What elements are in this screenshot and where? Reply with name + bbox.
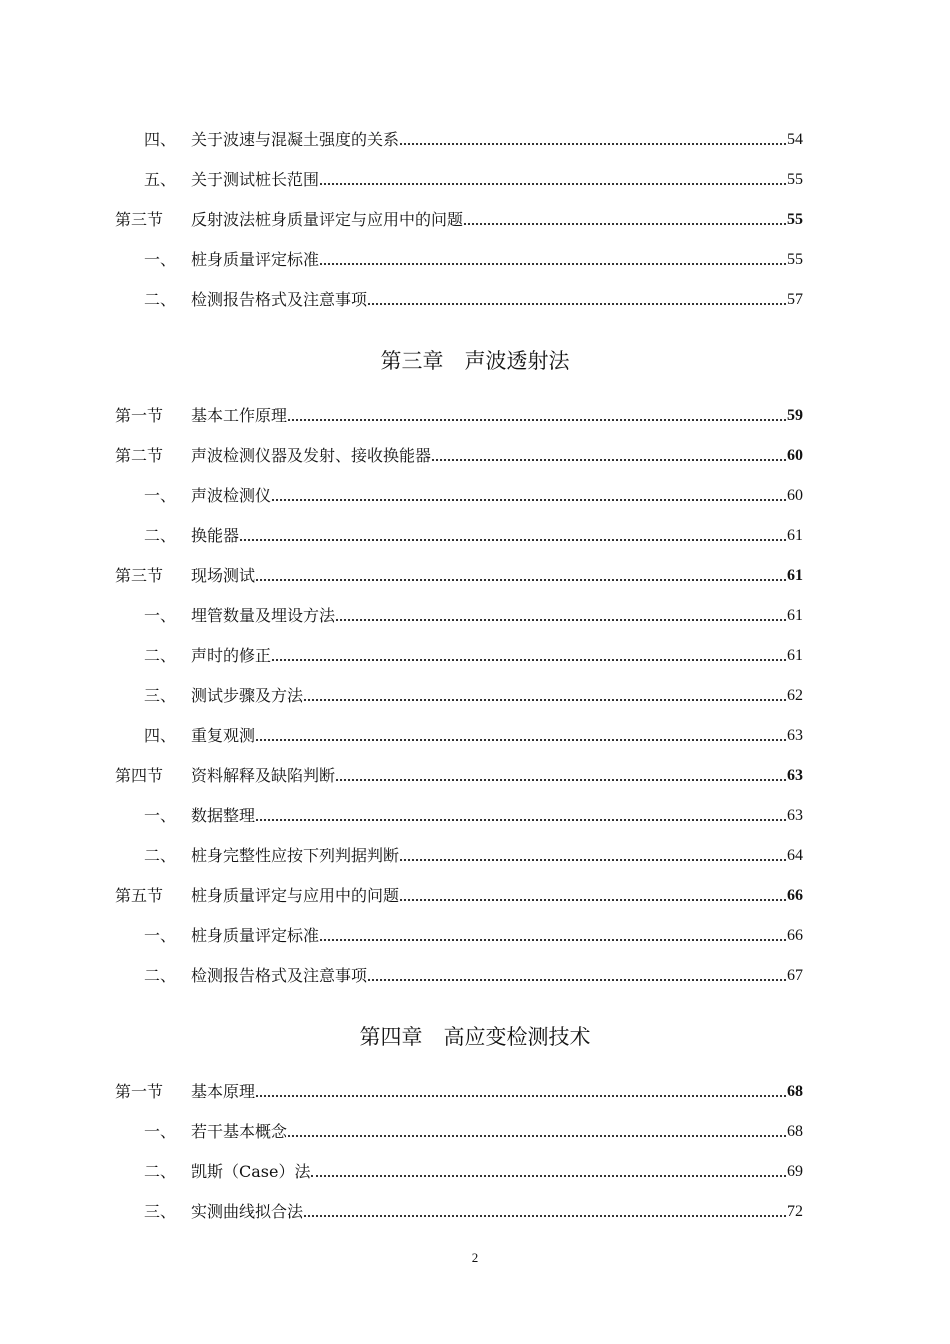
- entry-page-number: 61: [787, 607, 803, 624]
- chapter-heading: 第三章 声波透射法: [380, 349, 570, 373]
- entry-page-number: 72: [787, 1203, 803, 1220]
- dot-leader: [288, 1135, 786, 1137]
- entry-title: 换能器: [191, 526, 240, 545]
- toc-subsection-entry: [115, 124, 803, 150]
- entry-page-number: 55: [787, 171, 803, 188]
- dot-leader: [368, 303, 786, 305]
- toc-subsection-entry: [115, 284, 803, 310]
- dot-leader: [311, 1175, 786, 1177]
- entry-title: 资料解释及缺陷判断: [191, 766, 336, 785]
- entry-number: 四、: [144, 130, 177, 149]
- entry-number: 三、: [144, 686, 177, 705]
- entry-page-number: 60: [787, 487, 803, 504]
- toc-section-entry: [115, 440, 803, 466]
- entry-title: 基本原理: [191, 1082, 256, 1101]
- entry-title: 基本工作原理: [191, 406, 288, 425]
- entry-number: 第三节: [115, 566, 164, 585]
- entry-number: 第五节: [115, 886, 164, 905]
- entry-title: 关于波速与混凝土强度的关系: [191, 130, 400, 149]
- entry-page-number: 62: [787, 687, 803, 704]
- toc-subsection-entry: [115, 244, 803, 270]
- entry-page-number: 63: [787, 767, 803, 784]
- page-number: 2: [471, 1250, 479, 1265]
- dot-leader: [320, 263, 786, 265]
- entry-page-number: 68: [787, 1083, 803, 1100]
- entry-number: 第一节: [115, 406, 164, 425]
- entry-page-number: 67: [787, 967, 803, 984]
- entry-title: 埋管数量及埋设方法: [191, 606, 336, 625]
- entry-number: 一、: [144, 486, 177, 505]
- entry-number: 二、: [144, 846, 177, 865]
- entry-number: 一、: [144, 926, 177, 945]
- entry-number: 二、: [144, 1162, 177, 1181]
- dot-leader: [304, 699, 786, 701]
- entry-title: 检测报告格式及注意事项: [191, 290, 368, 309]
- toc-subsection-entry: [115, 1196, 803, 1222]
- entry-page-number: 59: [787, 407, 803, 424]
- dot-leader: [400, 899, 786, 901]
- dot-leader: [432, 459, 786, 461]
- dot-leader: [368, 979, 786, 981]
- toc-subsection-entry: [115, 920, 803, 946]
- entry-page-number: 60: [787, 447, 803, 464]
- entry-number: 四、: [144, 726, 177, 745]
- entry-title: 现场测试: [191, 566, 256, 585]
- dot-leader: [240, 539, 786, 541]
- entry-number: 第三节: [115, 210, 164, 229]
- dot-leader: [336, 779, 786, 781]
- entry-number: 五、: [144, 170, 177, 189]
- entry-page-number: 68: [787, 1123, 803, 1140]
- toc-subsection-entry: [115, 520, 803, 546]
- entry-page-number: 63: [787, 727, 803, 744]
- entry-number: 二、: [144, 290, 177, 309]
- toc-subsection-entry: [115, 680, 803, 706]
- dot-leader: [400, 859, 786, 861]
- dot-leader: [256, 579, 786, 581]
- toc-section-entry: [115, 880, 803, 906]
- entry-page-number: 64: [787, 847, 803, 864]
- entry-number: 二、: [144, 526, 177, 545]
- dot-leader: [256, 819, 786, 821]
- toc-subsection-entry: [115, 800, 803, 826]
- dot-leader: [256, 739, 786, 741]
- entry-page-number: 69: [787, 1163, 803, 1180]
- toc-section-entry: [115, 204, 803, 230]
- entry-title: 数据整理: [191, 806, 256, 825]
- entry-title: 检测报告格式及注意事项: [191, 966, 368, 985]
- toc-section-entry: [115, 560, 803, 586]
- entry-title: 桩身质量评定标准: [191, 250, 320, 269]
- dot-leader: [304, 1215, 786, 1217]
- entry-title: 关于测试桩长范围: [191, 170, 320, 189]
- entry-number: 一、: [144, 806, 177, 825]
- entry-title: 凯斯（Case）法: [191, 1162, 311, 1181]
- entry-page-number: 54: [787, 131, 803, 148]
- entry-title: 声波检测仪: [191, 486, 272, 505]
- toc-subsection-entry: [115, 960, 803, 986]
- entry-number: 二、: [144, 966, 177, 985]
- toc-subsection-entry: [115, 1116, 803, 1142]
- dot-leader: [320, 183, 786, 185]
- entry-page-number: 55: [787, 211, 803, 228]
- entry-number: 第四节: [115, 766, 164, 785]
- toc-subsection-entry: [115, 164, 803, 190]
- entry-title: 桩身完整性应按下列判据判断: [191, 846, 400, 865]
- toc-subsection-entry: [115, 480, 803, 506]
- entry-page-number: 61: [787, 527, 803, 544]
- entry-page-number: 66: [787, 887, 803, 904]
- dot-leader: [288, 419, 786, 421]
- dot-leader: [272, 659, 786, 661]
- entry-page-number: 61: [787, 647, 803, 664]
- dot-leader: [336, 619, 786, 621]
- chapter-heading: 第四章 高应变检测技术: [359, 1025, 591, 1049]
- entry-title: 测试步骤及方法: [191, 686, 304, 705]
- entry-page-number: 63: [787, 807, 803, 824]
- entry-title: 桩身质量评定标准: [191, 926, 320, 945]
- toc-subsection-entry: [115, 840, 803, 866]
- dot-leader: [256, 1095, 786, 1097]
- entry-title: 反射波法桩身质量评定与应用中的问题: [191, 210, 464, 229]
- toc-section-entry: [115, 1076, 803, 1102]
- entry-page-number: 61: [787, 567, 803, 584]
- entry-title: 重复观测: [191, 726, 256, 745]
- toc-subsection-entry: [115, 720, 803, 746]
- entry-title: 声波检测仪器及发射、接收换能器: [191, 446, 432, 465]
- entry-number: 一、: [144, 606, 177, 625]
- entry-title: 实测曲线拟合法: [191, 1202, 304, 1221]
- toc-subsection-entry: [115, 640, 803, 666]
- entry-number: 三、: [144, 1202, 177, 1221]
- dot-leader: [272, 499, 786, 501]
- toc-subsection-entry: [115, 1156, 803, 1182]
- entry-number: 第二节: [115, 446, 164, 465]
- entry-title: 桩身质量评定与应用中的问题: [191, 886, 400, 905]
- entry-number: 二、: [144, 646, 177, 665]
- entry-page-number: 57: [787, 291, 803, 308]
- entry-title: 声时的修正: [191, 646, 272, 665]
- entry-page-number: 66: [787, 927, 803, 944]
- toc-subsection-entry: [115, 600, 803, 626]
- toc-section-entry: [115, 760, 803, 786]
- dot-leader: [320, 939, 786, 941]
- entry-number: 一、: [144, 250, 177, 269]
- toc-section-entry: [115, 400, 803, 426]
- dot-leader: [464, 223, 786, 225]
- entry-number: 一、: [144, 1122, 177, 1141]
- dot-leader: [400, 143, 786, 145]
- entry-number: 第一节: [115, 1082, 164, 1101]
- entry-page-number: 55: [787, 251, 803, 268]
- entry-title: 若干基本概念: [191, 1122, 288, 1141]
